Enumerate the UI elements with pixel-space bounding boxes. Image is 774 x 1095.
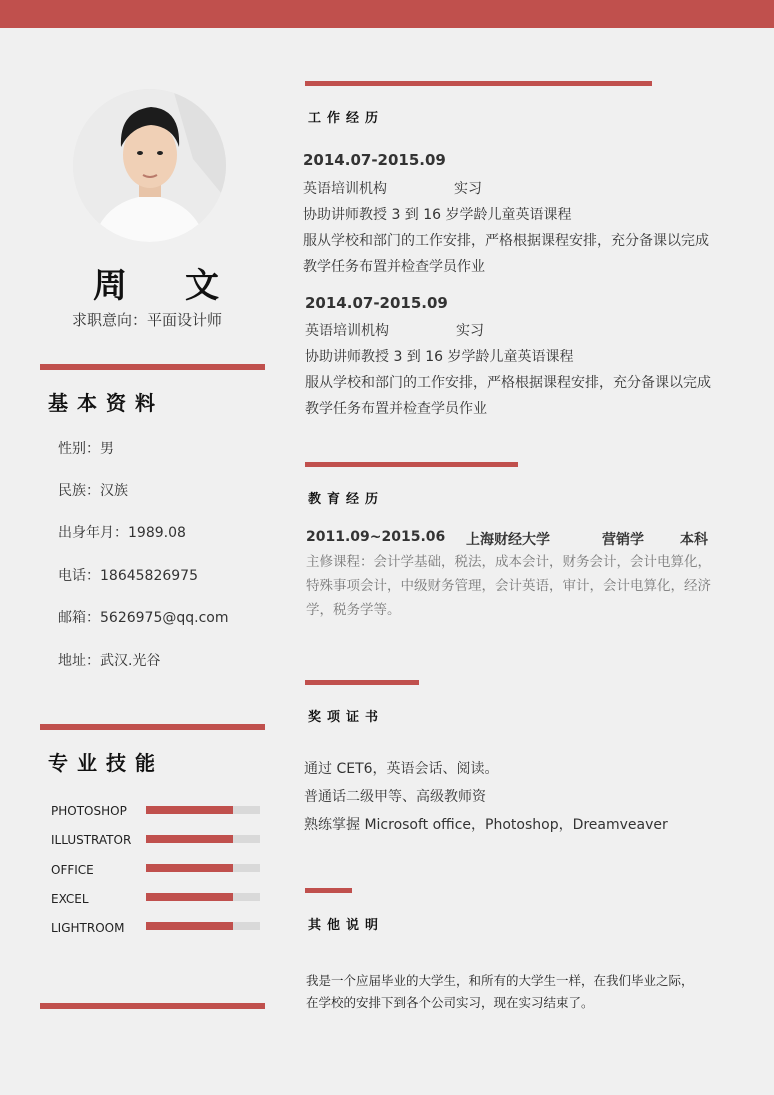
skill-label: LIGHTROOM [51, 921, 125, 935]
job-role: 实习 [456, 323, 484, 339]
info-value: 汉族 [100, 483, 128, 499]
education-title: 教育经历 [308, 492, 385, 507]
skill-bar-fill [146, 806, 233, 814]
job-desc-line: 教学任务布置并检查学员作业 [303, 259, 485, 275]
job-date: 2014.07-2015.09 [305, 294, 448, 312]
award-item: 通过 CET6，英语会话、阅读。 [304, 761, 499, 777]
skill-bar-fill [146, 893, 233, 901]
info-label: 民族： [58, 483, 100, 499]
info-gender [58, 438, 114, 458]
award-item: 熟练掌握 Microsoft office，Photoshop，Dreamveaver [304, 817, 668, 833]
skill-bar-track [146, 806, 260, 814]
edu-degree: 本科 [680, 532, 708, 548]
section-divider [40, 1003, 265, 1009]
skill-bar-track [146, 922, 260, 930]
candidate-name [93, 258, 219, 307]
edu-period: 2011.09~2015.06 [306, 529, 446, 545]
info-label: 出身年月： [58, 525, 128, 541]
work-title: 工作经历 [308, 111, 385, 126]
job-intent-label: 求职意向： [72, 311, 148, 329]
skill-bar-track [146, 864, 260, 872]
section-divider [40, 364, 265, 370]
section-divider [305, 888, 352, 893]
info-value: 5626975@qq.com [100, 610, 229, 626]
section-divider [40, 724, 265, 730]
portrait-photo [73, 89, 226, 242]
skill-bar-track [146, 893, 260, 901]
basic-info-title: 基本资料 [48, 391, 164, 415]
skill-bar-fill [146, 922, 233, 930]
job-desc-line: 服从学校和部门的工作安排，严格根据课程安排，充分备课以完成 [305, 375, 711, 391]
edu-courses: 主修课程：会计学基础，税法，成本会计，财务会计，会计电算化，特殊事项会计，中级财务管理，会计英语，审计，会计电算化，经济学，税务学等。 [306, 554, 711, 618]
skill-label: ILLUSTRATOR [51, 833, 132, 847]
info-birthdate [58, 522, 186, 542]
awards-title: 奖项证书 [308, 710, 385, 725]
avatar [73, 89, 226, 242]
skill-bar-track [146, 835, 260, 843]
info-phone [58, 565, 198, 585]
job-desc-line: 协助讲师教授 3 到 16 岁学龄儿童英语课程 [303, 207, 572, 223]
job-intent [72, 309, 222, 330]
job-desc-line: 协助讲师教授 3 到 16 岁学龄儿童英语课程 [305, 349, 574, 365]
job-intent-value: 平面设计师 [147, 311, 223, 329]
job-desc-line: 教学任务布置并检查学员作业 [305, 401, 487, 417]
name-char: 文 [185, 266, 219, 306]
name-char: 周 [93, 266, 127, 306]
skill-label: PHOTOSHOP [51, 804, 127, 818]
info-label: 性别： [58, 441, 100, 457]
info-label: 电话： [58, 568, 100, 584]
skill-label: OFFICE [51, 863, 94, 877]
job-date: 2014.07-2015.09 [303, 151, 446, 169]
award-item: 普通话二级甲等、高级教师资 [304, 789, 486, 805]
section-divider [305, 81, 652, 86]
info-address [58, 650, 160, 670]
info-value: 男 [100, 441, 114, 457]
edu-school: 上海财经大学 [466, 532, 550, 548]
section-divider [305, 680, 419, 685]
section-divider [305, 462, 518, 467]
skill-bar-fill [146, 864, 233, 872]
job-desc-line: 服从学校和部门的工作安排，严格根据课程安排，充分备课以完成 [303, 233, 709, 249]
info-value: 1989.08 [128, 525, 186, 541]
skill-bar-fill [146, 835, 233, 843]
info-email [58, 607, 228, 627]
info-value: 武汉.光谷 [100, 653, 161, 669]
skills-title: 专业技能 [48, 751, 164, 775]
job-company: 英语培训机构 [303, 181, 387, 197]
other-title: 其他说明 [308, 918, 385, 933]
skill-label: EXCEL [51, 892, 89, 906]
info-label: 邮箱： [58, 610, 100, 626]
edu-major: 营销学 [602, 532, 644, 548]
info-ethnicity [58, 480, 128, 500]
other-line: 在学校的安排下到各个公司实习，现在实习结束了。 [306, 995, 594, 1010]
info-value: 18645826975 [100, 568, 198, 584]
top-banner [0, 0, 774, 28]
other-line: 我是一个应届毕业的大学生，和所有的大学生一样，在我们毕业之际， [306, 973, 694, 988]
info-label: 地址： [58, 653, 100, 669]
job-role: 实习 [454, 181, 482, 197]
job-company: 英语培训机构 [305, 323, 389, 339]
